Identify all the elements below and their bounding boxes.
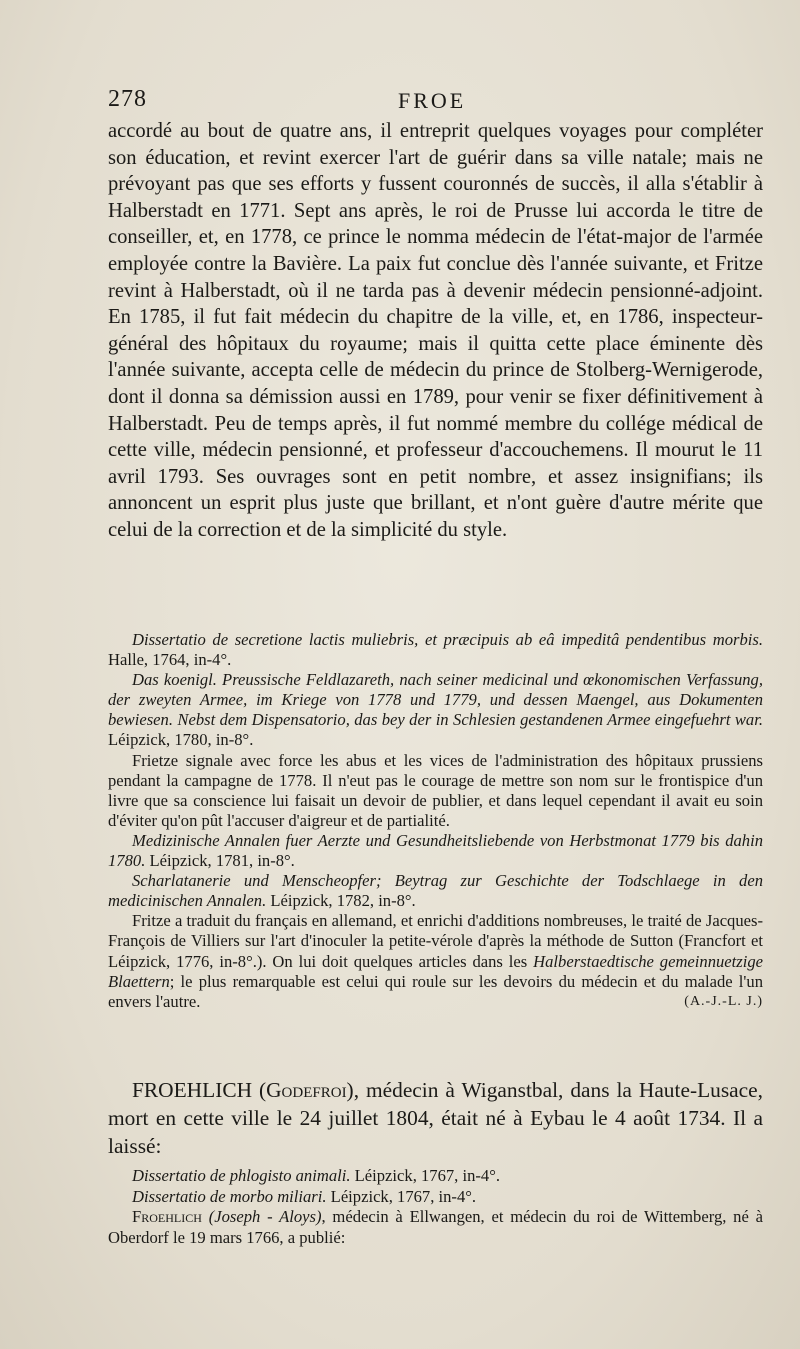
page-header	[108, 86, 768, 116]
entry-headword: FROEHLICH	[132, 1078, 253, 1102]
work-details: Léipzick, 1781, in-8°.	[145, 851, 295, 871]
work-details: Léipzick, 1767, in-4°.	[350, 1166, 500, 1185]
work-title: Medizinische Annalen fuer Aerzte und Gesundheitsliebende von Herbstmonat 1779 bis dahin 1780.	[108, 830, 763, 871]
bibliography-note	[108, 751, 763, 831]
bibliography-item	[108, 871, 763, 911]
main-text	[108, 118, 763, 544]
bibliography-list	[108, 630, 763, 1012]
page-number: 278	[108, 86, 147, 112]
entry-paragraph	[108, 1076, 763, 1160]
work-details: Léipzick, 1780, in-8°.	[108, 730, 254, 750]
bibliography-item	[108, 831, 763, 871]
work-details: Léipzick, 1767, in-4°.	[326, 1186, 477, 1206]
work-details: Léipzick, 1782, in-8°.	[266, 891, 416, 911]
bibliography-item	[108, 1166, 763, 1187]
entry-headword: Froehlich	[132, 1207, 202, 1226]
work-details: Halle, 1764, in-4°.	[108, 650, 232, 670]
work-title: Dissertatio de phlogisto animali.	[132, 1166, 351, 1185]
bibliography-item	[108, 630, 763, 670]
note-text: Frietze signale avec force les abus et les vices de l'administration des hôpitaux prussiens pendant la campagne de 1778. Il n'eut pas le courage de mettre son nom sur le frontispice d'un livre que sa conscience lui faisait un devoir de publier, et dans lequel cependant il avait eu soin d'éviter qu'on pût l'accuser d'aigreur et de partialité.	[108, 750, 763, 830]
work-title: Dissertatio de secretione lactis muliebris, et præcipuis ab eâ impeditâ pendentibus morbis.	[132, 630, 763, 649]
entry-paragraph	[108, 1207, 763, 1248]
note-text-after: ; le plus remarquable est celui qui roule sur les devoirs du médecin et du malade l'un envers l'autre.	[108, 971, 763, 1011]
work-title: Das koenigl. Preussische Feldlazareth, nach seiner medicinal und œkonomischen Verfassung, der zweyten Armee, im Kriege von 1778 und 1779, und dessen Maengel, aus Dokumenten bewiesen. Nebst dem Dispensatorio, das bey der in Schlesien gestandenen Armee eingefuehrt war.	[108, 670, 763, 730]
note-text-before: Fritze a traduit du français en allemand, et enrichi d'additions nombreuses, le traité de Jacques-François de Villiers sur l'art d'inoculer la petite-vérole d'après la méthode de Sutton (Francfort et Léipzick, 1776, in-8°.). On lui doit quelques articles dans les	[108, 911, 763, 971]
bibliography-item	[108, 1187, 763, 1208]
work-title: Dissertatio de morbo miliari.	[132, 1186, 327, 1206]
entry-forename: (Joseph - Aloys)	[208, 1207, 322, 1226]
running-head: FROE	[398, 88, 467, 113]
journal-title: Halberstaedtische gemeinnuetzige Blaettern	[108, 951, 764, 991]
bibliography-list-2	[108, 1166, 763, 1248]
translation-note	[108, 911, 763, 1011]
work-title: Scharlatanerie und Menscheopfer; Beytrag zur Geschichte der Todschlaege in den medicinischen Annalen.	[108, 871, 763, 911]
body-paragraph: accordé au bout de quatre ans, il entreprit quelques voyages pour compléter son éducation, et revint exercer l'art de guérir dans sa ville natale; mais ne prévoyant pas que ses efforts y fussent couronnés de succès, il alla s'établir à Halberstadt en 1771. Sept ans après, le roi de Prusse lui accorda le titre de conseiller, et, en 1778, ce prince le nomma médecin de l'état-major de l'armée employée contre la Bavière. La paix fut conclue dès l'année suivante, et Fritze revint à Halberstadt, où il ne tarda pas à devenir médecin pensionné-adjoint. En 1785, il fut fait médecin du chapitre de la ville, et, en 1786, inspecteur-général des hôpitaux du royaume; mais il quitta cette place éminente dès l'année suivante, accepta celle de médecin du prince de Stolberg-Wernigerode, dont il donna sa démission aussi en 1789, pour venir se fixer définitivement à Halberstadt. Peu de temps après, il fut nommé membre du collége médical de cette ville, médecin pensionné, et professeur d'accouchemens. Il mourut le 11 avril 1793. Ses ouvrages sont en petit nombre, et assez insignifians; ils annoncent un esprit plus juste que brillant, et n'ont guère d'autre mérite que celui de la correction et de la simplicité du style.	[108, 120, 763, 541]
bibliography-item	[108, 670, 763, 750]
author-signature: (A.-J.-L. J.)	[684, 993, 763, 1009]
entry-text: , médecin à Ellwangen, et médecin du roi de Wittemberg, né à Oberdorf le 19 mars 1766, a publié:	[108, 1207, 763, 1247]
entry-text: , médecin à Wiganstbal, dans la Haute-Lusace, mort en cette ville le 24 juillet 1804, était né à Eybau le 4 août 1734. Il a laissé:	[108, 1078, 763, 1158]
entry-forename: (Godefroi)	[258, 1078, 354, 1102]
entry-froehlich	[108, 1076, 763, 1160]
